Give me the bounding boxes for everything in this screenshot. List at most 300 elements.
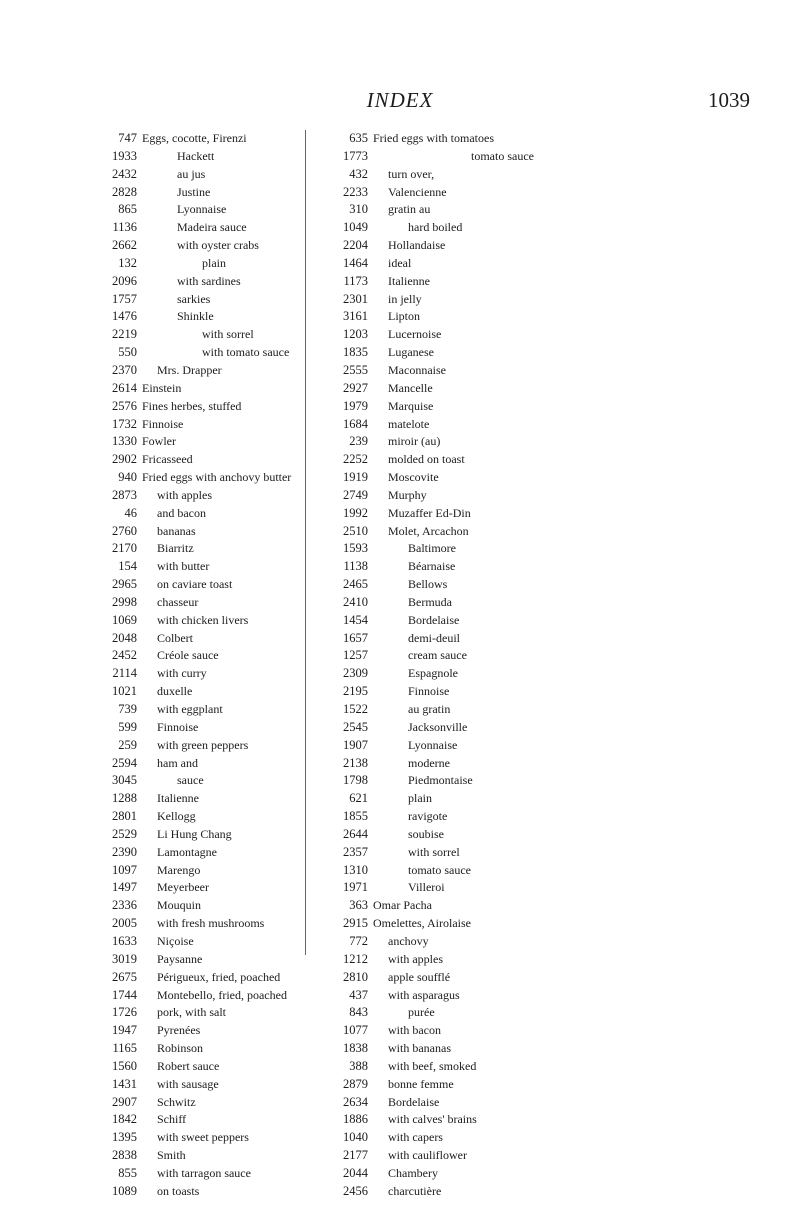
index-entry xyxy=(100,665,330,683)
recipe-number: 1657 xyxy=(343,630,368,645)
column-divider xyxy=(305,130,306,955)
index-entry xyxy=(331,380,601,398)
recipe-name: Robinson xyxy=(157,1041,204,1056)
recipe-number: 2576 xyxy=(112,398,137,413)
index-entry xyxy=(331,826,601,844)
index-entry xyxy=(100,879,330,897)
recipe-number: 1136 xyxy=(112,220,137,235)
recipe-name: au jus xyxy=(177,166,206,181)
recipe-name: Marquise xyxy=(388,398,434,413)
recipe-name: Lamontagne xyxy=(157,844,217,859)
index-entry xyxy=(100,951,330,969)
recipe-number: 1992 xyxy=(343,505,368,520)
index-entry xyxy=(331,523,601,541)
recipe-number: 2529 xyxy=(112,826,137,841)
recipe-number: 1979 xyxy=(343,398,368,413)
recipe-number: 635 xyxy=(349,131,368,145)
recipe-number: 2005 xyxy=(112,916,137,931)
recipe-number: 2233 xyxy=(343,184,368,199)
index-entry xyxy=(331,1147,601,1165)
recipe-name: ideal xyxy=(388,255,412,270)
recipe-number: 1497 xyxy=(112,880,137,895)
recipe-number: 2390 xyxy=(112,844,137,859)
recipe-name: ham and xyxy=(157,755,198,770)
index-entry xyxy=(100,1022,330,1040)
recipe-number: 2465 xyxy=(343,577,368,592)
recipe-name: Justine xyxy=(177,184,211,199)
recipe-name: Italienne xyxy=(157,791,199,806)
recipe-number: 1757 xyxy=(112,291,137,306)
index-entry xyxy=(331,130,601,148)
recipe-name: Finnoise xyxy=(408,684,450,699)
index-entry xyxy=(100,647,330,665)
recipe-number: 1165 xyxy=(112,1041,137,1056)
recipe-name: with cauliflower xyxy=(388,1148,467,1163)
recipe-number: 1838 xyxy=(343,1041,368,1056)
recipe-number: 2879 xyxy=(343,1076,368,1091)
recipe-number: 132 xyxy=(118,255,137,270)
index-entry xyxy=(100,255,330,273)
recipe-number: 2838 xyxy=(112,1148,137,1163)
index-entry xyxy=(100,969,330,987)
recipe-name: Villeroi xyxy=(408,880,445,895)
recipe-number: 2873 xyxy=(112,487,137,502)
index-entry xyxy=(331,1165,601,1183)
index-entry xyxy=(100,219,330,237)
index-entry xyxy=(331,1004,601,1022)
recipe-name: hard boiled xyxy=(408,220,463,235)
index-entry xyxy=(331,915,601,933)
index-entry xyxy=(100,1147,330,1165)
index-entry xyxy=(100,612,330,630)
index-entry xyxy=(331,630,601,648)
recipe-number: 388 xyxy=(349,1058,368,1073)
recipe-number: 1971 xyxy=(343,880,368,895)
recipe-name: with capers xyxy=(388,1130,443,1145)
recipe-name: sarkies xyxy=(177,291,211,306)
recipe-name: Murphy xyxy=(388,487,427,502)
recipe-name: Lyonnaise xyxy=(408,737,458,752)
recipe-name: with butter xyxy=(157,559,210,574)
recipe-number: 2828 xyxy=(112,184,137,199)
recipe-number: 1947 xyxy=(112,1023,137,1038)
index-entry xyxy=(100,416,330,434)
index-entry xyxy=(331,987,601,1005)
index-entry xyxy=(331,969,601,987)
index-entry xyxy=(100,273,330,291)
recipe-number: 2927 xyxy=(343,380,368,395)
recipe-name: Kellogg xyxy=(157,809,196,824)
recipe-number: 1560 xyxy=(112,1058,137,1073)
recipe-number: 1919 xyxy=(343,470,368,485)
recipe-name: Bellows xyxy=(408,577,448,592)
recipe-number: 2048 xyxy=(112,630,137,645)
index-entry xyxy=(100,344,330,362)
index-entry xyxy=(331,219,601,237)
index-entry xyxy=(100,594,330,612)
index-column-left xyxy=(100,130,330,1201)
index-entry xyxy=(331,433,601,451)
recipe-number: 550 xyxy=(118,345,137,360)
recipe-name: Bordelaise xyxy=(388,1094,440,1109)
recipe-name: Paysanne xyxy=(157,951,203,966)
index-entry xyxy=(331,1022,601,1040)
index-entry xyxy=(331,665,601,683)
recipe-number: 1522 xyxy=(343,702,368,716)
index-entry xyxy=(100,683,330,701)
index-entry xyxy=(331,184,601,202)
recipe-name: purée xyxy=(408,1005,435,1020)
recipe-name: gratin au xyxy=(388,202,431,217)
recipe-name: Bermuda xyxy=(408,594,452,609)
recipe-name: bananas xyxy=(157,523,196,538)
recipe-number: 1464 xyxy=(343,255,368,270)
index-entry xyxy=(100,433,330,451)
index-entry xyxy=(100,915,330,933)
recipe-number: 2170 xyxy=(112,541,137,556)
index-entry xyxy=(100,1004,330,1022)
recipe-number: 1454 xyxy=(343,612,368,627)
index-entry xyxy=(100,772,330,790)
recipe-name: Einstein xyxy=(142,380,182,395)
index-entry xyxy=(331,344,601,362)
recipe-name: plain xyxy=(408,791,432,806)
recipe-name: Robert sauce xyxy=(157,1058,220,1073)
recipe-name: bonne femme xyxy=(388,1076,454,1091)
index-entry xyxy=(100,380,330,398)
index-entry xyxy=(331,558,601,576)
index-entry xyxy=(100,737,330,755)
recipe-name: miroir (au) xyxy=(388,434,441,449)
recipe-number: 310 xyxy=(349,202,368,217)
recipe-number: 2370 xyxy=(112,362,137,377)
recipe-name: duxelle xyxy=(157,684,193,699)
recipe-name: Mouquin xyxy=(157,898,202,913)
index-entry xyxy=(331,1040,601,1058)
recipe-number: 1138 xyxy=(343,559,368,574)
recipe-name: Luganese xyxy=(388,345,434,360)
recipe-number: 1842 xyxy=(112,1112,137,1127)
recipe-number: 621 xyxy=(349,791,368,806)
index-entry xyxy=(100,308,330,326)
recipe-number: 1773 xyxy=(343,148,368,163)
recipe-name: Chambery xyxy=(388,1165,438,1180)
index-entry xyxy=(100,201,330,219)
recipe-number: 2801 xyxy=(112,809,137,824)
recipe-number: 865 xyxy=(118,202,137,217)
recipe-number: 2456 xyxy=(343,1183,368,1198)
index-entry xyxy=(100,505,330,523)
index-entry xyxy=(331,594,601,612)
recipe-number: 855 xyxy=(118,1165,137,1180)
recipe-name: chasseur xyxy=(157,594,199,609)
index-entry xyxy=(100,933,330,951)
recipe-name: Smith xyxy=(157,1148,186,1163)
recipe-name: Schwitz xyxy=(157,1094,196,1109)
recipe-name: tomato sauce xyxy=(408,862,471,877)
recipe-number: 2555 xyxy=(343,362,368,377)
recipe-number: 1212 xyxy=(343,951,368,966)
index-entry xyxy=(331,772,601,790)
index-entry xyxy=(331,933,601,951)
recipe-number: 2301 xyxy=(343,291,368,306)
page-number: 1039 xyxy=(708,88,750,112)
index-entry xyxy=(100,451,330,469)
recipe-name: Béarnaise xyxy=(408,559,456,574)
index-entry xyxy=(331,505,601,523)
recipe-name: Fried eggs with tomatoes xyxy=(373,131,494,145)
recipe-name: au gratin xyxy=(408,702,451,716)
recipe-name: demi-deuil xyxy=(408,630,460,645)
index-entry xyxy=(331,612,601,630)
index-entry xyxy=(331,1076,601,1094)
index-entry xyxy=(331,326,601,344)
index-entry xyxy=(331,166,601,184)
index-entry xyxy=(100,1094,330,1112)
recipe-number: 1684 xyxy=(343,416,368,431)
index-entry xyxy=(331,1111,601,1129)
index-entry xyxy=(100,1111,330,1129)
recipe-name: Créole sauce xyxy=(157,648,219,663)
recipe-number: 1089 xyxy=(112,1183,137,1198)
recipe-number: 1431 xyxy=(112,1076,137,1091)
index-entry xyxy=(100,148,330,166)
recipe-name: Jacksonville xyxy=(408,719,468,734)
index-entry xyxy=(100,326,330,344)
index-entry xyxy=(100,523,330,541)
recipe-name: turn over, xyxy=(388,166,435,181)
recipe-name: Bordelaise xyxy=(408,612,460,627)
recipe-number: 1726 xyxy=(112,1005,137,1020)
index-entry xyxy=(331,1129,601,1147)
recipe-number: 2096 xyxy=(112,273,137,288)
index-entry xyxy=(100,897,330,915)
index-entry xyxy=(331,701,601,719)
index-entry xyxy=(331,398,601,416)
index-entry xyxy=(100,184,330,202)
recipe-number: 1040 xyxy=(343,1130,368,1145)
recipe-number: 2644 xyxy=(343,826,368,841)
recipe-number: 2044 xyxy=(343,1165,368,1180)
recipe-number: 2675 xyxy=(112,969,137,984)
index-entry xyxy=(331,808,601,826)
recipe-number: 259 xyxy=(118,737,137,752)
recipe-name: Marengo xyxy=(157,862,201,877)
recipe-name: with fresh mushrooms xyxy=(157,916,265,931)
index-entry xyxy=(331,540,601,558)
recipe-number: 599 xyxy=(118,719,137,734)
recipe-number: 1310 xyxy=(343,862,368,877)
recipe-number: 1633 xyxy=(112,933,137,948)
recipe-number: 747 xyxy=(118,131,137,145)
index-entry xyxy=(331,362,601,380)
index-entry xyxy=(331,469,601,487)
index-entry xyxy=(100,987,330,1005)
recipe-number: 2195 xyxy=(343,684,368,699)
recipe-name: with sweet peppers xyxy=(157,1130,249,1145)
recipe-name: Piedmontaise xyxy=(408,773,473,788)
recipe-name: Li Hung Chang xyxy=(157,826,232,841)
recipe-number: 1732 xyxy=(112,416,137,431)
index-entry xyxy=(100,755,330,773)
recipe-name: Fines herbes, stuffed xyxy=(142,398,242,413)
recipe-name: matelote xyxy=(388,416,430,431)
index-entry xyxy=(331,487,601,505)
recipe-name: Lucernoise xyxy=(388,327,442,342)
recipe-name: Baltimore xyxy=(408,541,456,556)
recipe-number: 1855 xyxy=(343,809,368,824)
recipe-name: Hackett xyxy=(177,148,215,163)
recipe-number: 2614 xyxy=(112,380,137,395)
index-entry xyxy=(100,808,330,826)
recipe-number: 2336 xyxy=(112,898,137,913)
recipe-name: on caviare toast xyxy=(157,577,233,592)
recipe-number: 2760 xyxy=(112,523,137,538)
recipe-name: cream sauce xyxy=(408,648,467,663)
recipe-number: 2634 xyxy=(343,1094,368,1109)
recipe-name: with beef, smoked xyxy=(388,1058,477,1073)
index-entry xyxy=(331,951,601,969)
recipe-name: and bacon xyxy=(157,505,206,520)
index-entry xyxy=(100,1058,330,1076)
recipe-name: with bacon xyxy=(388,1023,441,1038)
recipe-number: 2965 xyxy=(112,577,137,592)
recipe-name: soubise xyxy=(408,826,444,841)
recipe-number: 2410 xyxy=(343,594,368,609)
index-entry xyxy=(100,237,330,255)
index-entry xyxy=(331,737,601,755)
recipe-number: 1257 xyxy=(343,648,368,663)
index-entry xyxy=(331,862,601,880)
recipe-name: with sausage xyxy=(157,1076,219,1091)
recipe-number: 3019 xyxy=(112,951,137,966)
recipe-number: 1173 xyxy=(343,273,368,288)
index-entry xyxy=(100,719,330,737)
recipe-name: Lyonnaise xyxy=(177,202,227,217)
recipe-number: 2510 xyxy=(343,523,368,538)
recipe-name: Mancelle xyxy=(388,380,433,395)
index-entry xyxy=(100,398,330,416)
recipe-name: Mrs. Drapper xyxy=(157,362,222,377)
index-entry xyxy=(331,291,601,309)
index-entry xyxy=(100,862,330,880)
recipe-number: 2432 xyxy=(112,166,137,181)
recipe-name: Lipton xyxy=(388,309,420,324)
recipe-name: with green peppers xyxy=(157,737,249,752)
recipe-name: with apples xyxy=(157,487,212,502)
recipe-number: 2545 xyxy=(343,719,368,734)
index-entry xyxy=(331,576,601,594)
index-entry xyxy=(100,826,330,844)
recipe-number: 2810 xyxy=(343,969,368,984)
index-column-right xyxy=(331,130,601,1201)
recipe-name: Niçoise xyxy=(157,933,194,948)
recipe-number: 1798 xyxy=(343,773,368,788)
recipe-number: 940 xyxy=(118,470,137,485)
recipe-name: in jelly xyxy=(388,291,422,306)
recipe-number: 1476 xyxy=(112,309,137,324)
index-entry xyxy=(100,701,330,719)
recipe-name: Périgueux, fried, poached xyxy=(157,969,281,984)
recipe-name: Valencienne xyxy=(388,184,447,199)
recipe-name: Italienne xyxy=(388,273,430,288)
recipe-name: with calves' brains xyxy=(388,1112,477,1127)
recipe-name: Montebello, fried, poached xyxy=(157,987,287,1002)
index-entry xyxy=(100,130,330,148)
recipe-name: with apples xyxy=(388,951,443,966)
recipe-name: anchovy xyxy=(388,933,429,948)
recipe-name: with tarragon sauce xyxy=(157,1165,251,1180)
index-entry xyxy=(100,1165,330,1183)
index-entry xyxy=(100,844,330,862)
index-entry xyxy=(331,719,601,737)
recipe-number: 1933 xyxy=(112,148,137,163)
index-entry xyxy=(100,1076,330,1094)
index-entry xyxy=(331,755,601,773)
recipe-number: 2902 xyxy=(112,452,137,467)
index-entry xyxy=(100,1183,330,1201)
recipe-name: pork, with salt xyxy=(157,1005,226,1020)
recipe-name: with eggplant xyxy=(157,702,223,716)
recipe-name: Fricasseed xyxy=(142,452,193,467)
recipe-number: 1395 xyxy=(112,1130,137,1145)
recipe-number: 2114 xyxy=(112,666,137,681)
recipe-number: 2252 xyxy=(343,452,368,467)
recipe-name: with sardines xyxy=(177,273,241,288)
recipe-name: Hollandaise xyxy=(388,238,446,253)
recipe-name: plain xyxy=(202,255,226,270)
index-entry xyxy=(331,148,601,166)
recipe-number: 363 xyxy=(349,898,368,913)
recipe-number: 2309 xyxy=(343,666,368,681)
recipe-number: 2749 xyxy=(343,487,368,502)
recipe-name: Fried eggs with anchovy butter xyxy=(142,470,292,485)
recipe-name: Fowler xyxy=(142,434,176,449)
recipe-number: 2357 xyxy=(343,844,368,859)
recipe-number: 1886 xyxy=(343,1112,368,1127)
recipe-name: with sorrel xyxy=(202,327,254,342)
index-entry xyxy=(331,647,601,665)
index-entry xyxy=(100,291,330,309)
recipe-number: 1021 xyxy=(112,684,137,699)
recipe-name: Finnoise xyxy=(157,719,199,734)
recipe-name: Omar Pacha xyxy=(373,898,432,913)
recipe-number: 772 xyxy=(349,933,368,948)
recipe-number: 1330 xyxy=(112,434,137,449)
recipe-number: 3045 xyxy=(112,773,137,788)
recipe-number: 739 xyxy=(118,702,137,716)
index-entry xyxy=(331,897,601,915)
recipe-name: Espagnole xyxy=(408,666,458,681)
index-entry xyxy=(331,1058,601,1076)
recipe-name: with asparagus xyxy=(388,987,460,1002)
index-entry xyxy=(100,790,330,808)
recipe-name: with oyster crabs xyxy=(177,238,259,253)
recipe-name: Eggs, cocotte, Firenzi xyxy=(142,131,247,145)
recipe-number: 2204 xyxy=(343,238,368,253)
recipe-name: Muzaffer Ed-Din xyxy=(388,505,471,520)
recipe-number: 2662 xyxy=(112,238,137,253)
recipe-number: 2915 xyxy=(343,916,368,931)
index-entry xyxy=(100,487,330,505)
recipe-number: 1097 xyxy=(112,862,137,877)
index-entry xyxy=(100,558,330,576)
recipe-number: 1744 xyxy=(112,987,137,1002)
recipe-name: ravigote xyxy=(408,809,448,824)
index-entry xyxy=(100,540,330,558)
recipe-name: Colbert xyxy=(157,630,193,645)
recipe-number: 1077 xyxy=(343,1023,368,1038)
